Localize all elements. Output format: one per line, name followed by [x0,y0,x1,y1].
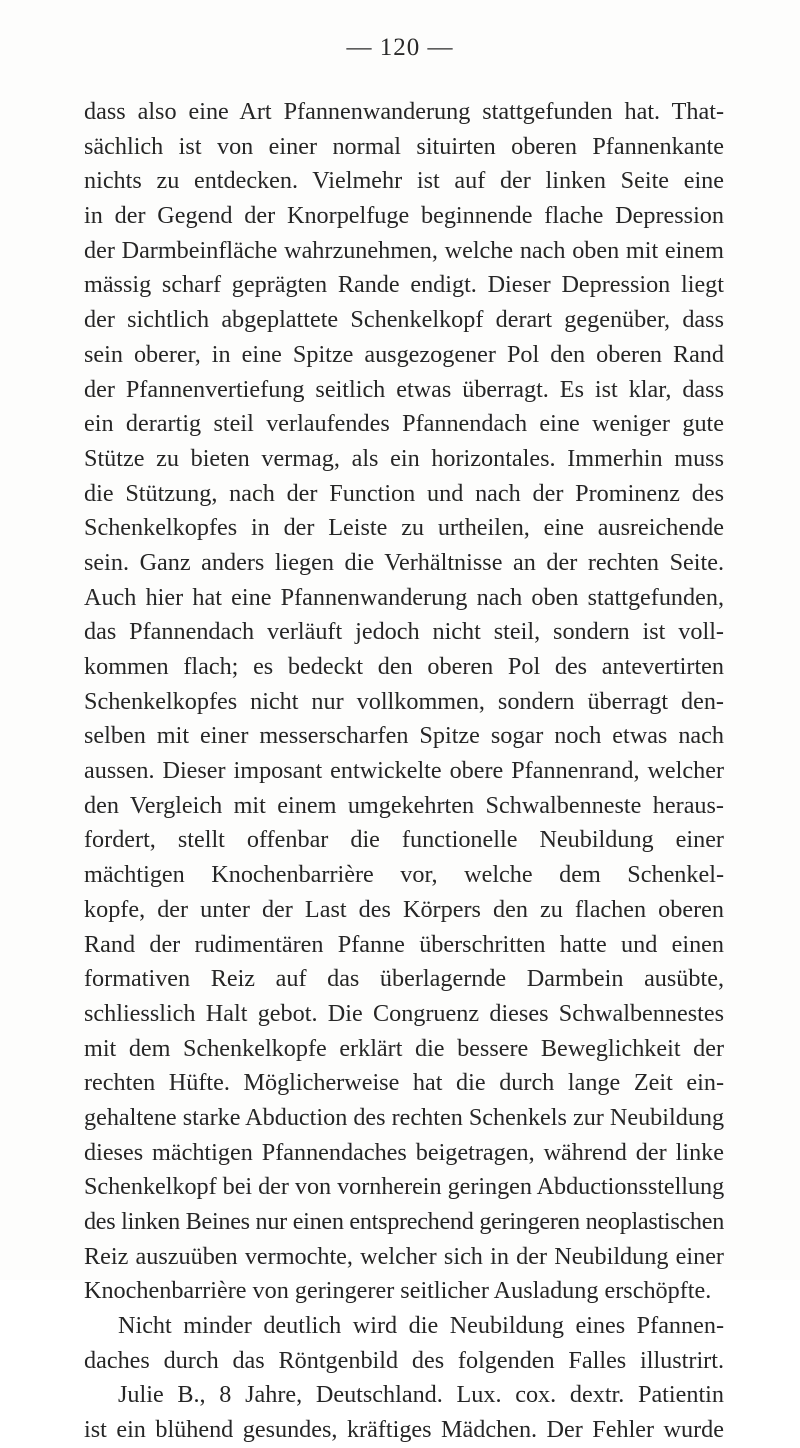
text-line: ist ein blühend gesundes, kräftiges Mädchen. Der Fehler wurde [84,1416,724,1444]
text-line: Nicht minder deutlich wird die Neubildung eines Pfannen- [118,1312,724,1340]
text-line: kommen flach; es bedeckt den oberen Pol des antevertirten [84,653,724,680]
text-line: daches durch das Röntgenbild des folgenden Falles illustrirt. [84,1346,724,1374]
page-number: — 120 — [346,34,454,61]
text-line: der Pfannenvertiefung seitlich etwas überragt. Es ist klar, dass [84,375,724,403]
text-line: der Darmbeinfläche wahrzunehmen, welche nach oben mit einem [84,236,724,264]
text-line: sächlich ist von einer normal situirten oberen Pfannenkante [84,132,724,160]
text-line: mächtigen Knochenbarrière vor, welche dem Schenkel- [84,861,724,889]
text-line: Schenkelkopfes nicht nur vollkommen, sondern überragt den- [84,687,724,715]
text-line: nichts zu entdecken. Vielmehr ist auf der linken Seite eine [84,167,724,195]
text-line: mit dem Schenkelkopfe erklärt die bessere Beweglichkeit der [84,1034,724,1062]
text-line: dieses mächtigen Pfannendaches beigetragen, während der linke [84,1138,724,1166]
text-line: Schenkelkopfes in der Leiste zu urtheilen, eine ausreichende [84,514,724,542]
text-line: formativen Reiz auf das überlagernde Darmbein ausübte, [84,965,724,993]
text-line: des linken Beines nur einen entsprechend geringeren neoplastischen [84,1208,724,1235]
text-line: die Stützung, nach der Function und nach der Prominenz des [84,479,724,507]
text-line: fordert, stellt offenbar die functionelle Neubildung einer [84,826,724,854]
text-line: kopfe, der unter der Last des Körpers den zu flachen oberen [84,895,724,923]
text-line: Reiz auszuüben vermochte, welcher sich in der Neubildung einer [84,1242,724,1270]
text-line: aussen. Dieser imposant entwickelte obere Pfannenrand, welcher [84,757,724,785]
text-line: Stütze zu bieten vermag, als ein horizontales. Immerhin muss [84,444,724,472]
text-line: schliesslich Halt gebot. Die Congruenz dieses Schwalbennestes [84,999,724,1027]
text-line: dass also eine Art Pfannenwanderung stattgefunden hat. That- [84,98,724,125]
text-line: in der Gegend der Knorpelfuge beginnende flache Depression [84,202,724,230]
text-line: Rand der rudimentären Pfanne überschritten hatte und einen [84,930,724,958]
text-line: gehaltene starke Abduction des rechten Schenkels zur Neubildung [84,1103,725,1131]
text-line: rechten Hüfte. Möglicherweise hat die durch lange Zeit ein- [84,1069,724,1097]
text-line: selben mit einer messerscharfen Spitze sogar noch etwas nach [84,722,724,750]
text-line: sein oberer, in eine Spitze ausgezogener Pol den oberen Rand [84,340,724,368]
text-line: Auch hier hat eine Pfannenwanderung nach oben stattgefunden, [84,583,724,611]
body-text [84,95,724,1448]
text-line: den Vergleich mit einem umgekehrten Schwalbenneste heraus- [84,791,724,819]
text-line: Julie B., 8 Jahre, Deutschland. Lux. cox. dextr. Patientin [118,1381,724,1409]
text-line: mässig scharf geprägten Rande endigt. Dieser Depression liegt [84,271,724,299]
text-line: Schenkelkopf bei der von vornherein geringen Abductionsstellung [84,1173,725,1201]
text-line: das Pfannendach verläuft jedoch nicht steil, sondern ist voll- [84,618,724,646]
text-line: sein. Ganz anders liegen die Verhältnisse an der rechten Seite. [84,548,724,576]
text-line: der sichtlich abgeplattete Schenkelkopf derart gegenüber, dass [84,306,724,334]
text-line: ein derartig steil verlaufendes Pfannendach eine weniger gute [84,410,724,438]
text-line: Knochenbarrière von geringerer seitlicher Ausladung erschöpfte. [84,1277,712,1305]
